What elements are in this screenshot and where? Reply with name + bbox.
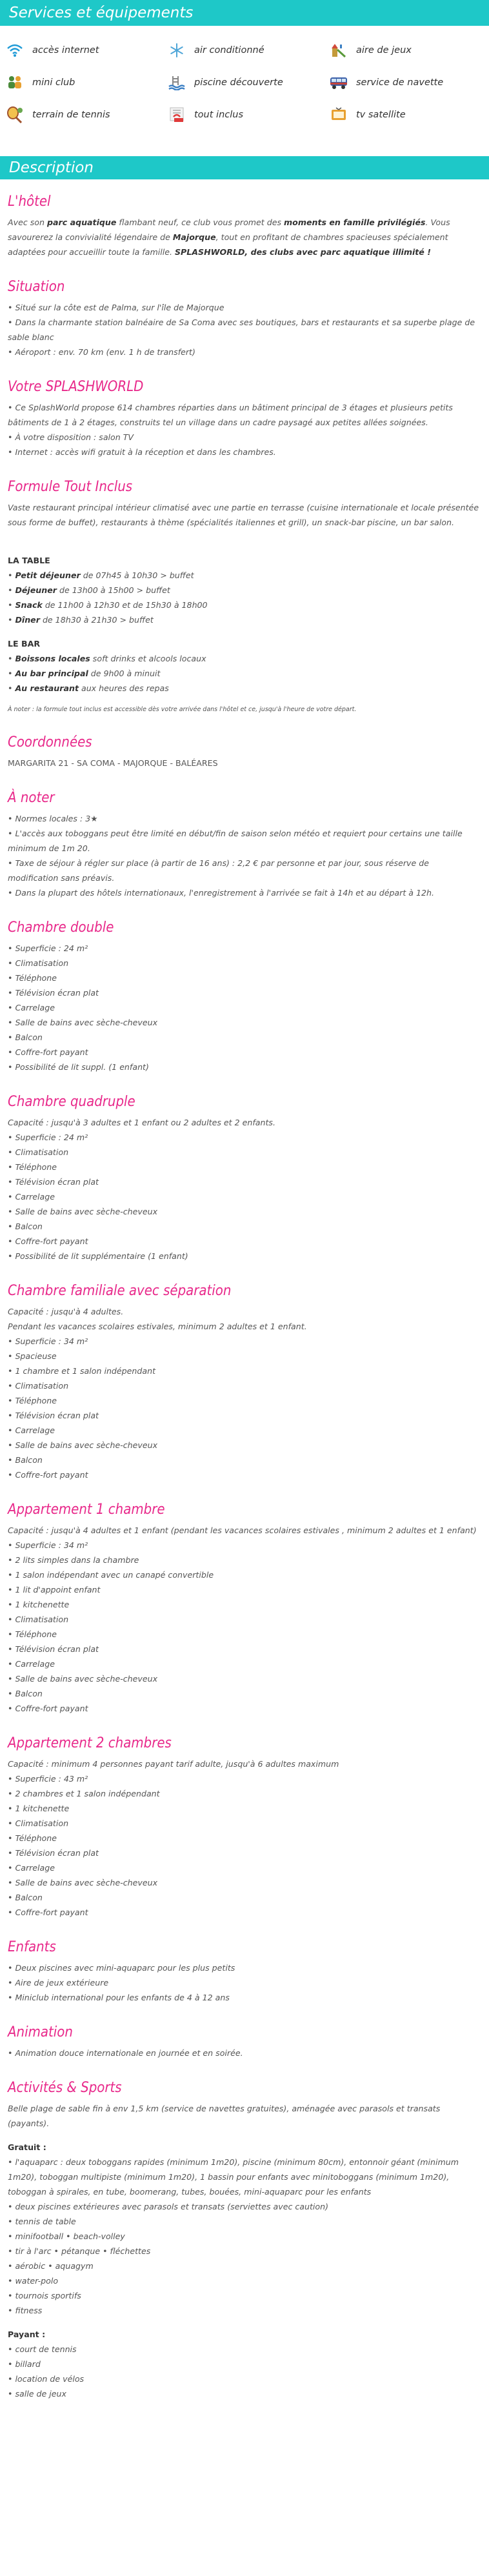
list-item: • salle de jeux (8, 2386, 481, 2401)
equipment-item (167, 70, 329, 96)
list-item: • location de vélos (8, 2371, 481, 2386)
list-item: • fitness (8, 2303, 481, 2318)
list-item: • Dîner de 18h30 à 21h30 > buffet (8, 612, 481, 627)
activites-intro: Belle plage de sable fin à env 1,5 km (service de navettes gratuites), aménagée avec parasols et transats (payants). (8, 2104, 441, 2128)
equipment-item (5, 37, 167, 63)
anoter-list (8, 811, 481, 900)
equipment-label: accès internet (32, 45, 99, 55)
chambre-quadruple-list (8, 1130, 481, 1263)
list-item: • 1 kitchenette (8, 1801, 481, 1816)
list-item: • Salle de bains avec sèche-cheveux (8, 1438, 481, 1453)
list-item: • Salle de bains avec sèche-cheveux (8, 1204, 481, 1219)
tv-icon (329, 105, 348, 125)
description-content (0, 194, 489, 2418)
list-item: • Miniclub international pour les enfants de 4 à 12 ans (8, 1990, 481, 2005)
list-item: • Superficie : 34 m² (8, 1538, 481, 1553)
pool-icon (167, 73, 186, 92)
anoter-title: À noter (8, 790, 55, 806)
formule-text: Vaste restaurant principal intérieur climatisé avec une partie en terrasse (cuisine internationale et locale présentée sous forme de buffet), restaurants à thème (spécialités italiennes et grill), un snack-bar piscine, un bar salon. (8, 503, 479, 527)
list-item: • tennis de table (8, 2214, 481, 2229)
list-item: • Télévision écran plat (8, 1846, 481, 1860)
equipment-label: tout inclus (194, 110, 244, 120)
chambre-familiale-intro1: Capacité : jusqu'à 4 adultes. (8, 1307, 124, 1316)
splashworld-title: Votre SPLASHWORLD (8, 379, 144, 395)
list-item: • Superficie : 43 m² (8, 1771, 481, 1786)
situation-list (8, 300, 481, 359)
list-item: • Aéroport : env. 70 km (env. 1 h de transfert) (8, 345, 481, 359)
equipment-label: mini club (32, 77, 75, 88)
list-item: • Internet : accès wifi gratuit à la réception et dans les chambres. (8, 445, 481, 459)
list-item: • Taxe de séjour à régler sur place (à partir de 16 ans) : 2,2 € par personne et par jour, sous réserve de modification sans préavis. (8, 856, 481, 885)
list-item: • Téléphone (8, 1393, 481, 1408)
list-item: • Télévision écran plat (8, 1174, 481, 1189)
list-item: • Téléphone (8, 1627, 481, 1642)
list-item: • Carrelage (8, 1860, 481, 1875)
list-item: • Superficie : 24 m² (8, 941, 481, 956)
list-item: • 1 lit d'appoint enfant (8, 1582, 481, 1597)
animation-list (8, 2046, 481, 2060)
list-item: • Spacieuse (8, 1349, 481, 1363)
equipment-item (5, 70, 167, 96)
appartement1-title: Appartement 1 chambre (8, 1502, 165, 1518)
list-item: • L'accès aux toboggans peut être limité en début/fin de saison selon météo et requiert pour certains une taille minimum de 1m 20. (8, 826, 481, 856)
snowflake-icon (167, 41, 186, 60)
gratuit-list (8, 2155, 481, 2318)
list-item: • Possibilité de lit supplémentaire (1 enfant) (8, 1249, 481, 1263)
payant-list (8, 2342, 481, 2401)
list-item: • deux piscines extérieures avec parasols et transats (serviettes avec caution) (8, 2199, 481, 2214)
list-item: • Coffre-fort payant (8, 1701, 481, 1716)
list-item: • Au restaurant aux heures des repas (8, 681, 481, 696)
mini-club-icon (5, 73, 25, 92)
list-item: • Carrelage (8, 1189, 481, 1204)
animation-title: Animation (8, 2024, 73, 2040)
services-header: Services et équipements (0, 0, 489, 26)
payant-heading: Payant : (8, 2329, 46, 2339)
formule-title: Formule Tout Inclus (8, 479, 133, 495)
list-item: • Au bar principal de 9h00 à minuit (8, 666, 481, 681)
list-item: • 1 salon indépendant avec un canapé convertible (8, 1567, 481, 1582)
list-item: • Climatisation (8, 1378, 481, 1393)
hotel-title: L'hôtel (8, 194, 51, 210)
list-item: • Téléphone (8, 1160, 481, 1174)
list-item: • Climatisation (8, 1816, 481, 1831)
list-item: • À votre disposition : salon TV (8, 430, 481, 445)
list-item: • Balcon (8, 1219, 481, 1234)
wifi-icon (5, 41, 25, 60)
appartement2-list (8, 1771, 481, 1920)
list-item: • Balcon (8, 1890, 481, 1905)
list-item: • Télévision écran plat (8, 1642, 481, 1656)
address: MARGARITA 21 - SA COMA - MAJORQUE - BALÉARES (8, 758, 218, 768)
list-item: • tir à l'arc • pétanque • fléchettes (8, 2244, 481, 2259)
list-item: • Ce SplashWorld propose 614 chambres réparties dans un bâtiment principal de 3 étages et plusieurs petits bâtiments de 1 à 2 étages, construits tel un village dans un cadre paysagé aux petites allées soignées. (8, 400, 481, 430)
list-item: • Aire de jeux extérieure (8, 1975, 481, 1990)
splashworld-list (8, 400, 481, 459)
list-item: • Boissons locales soft drinks et alcools locaux (8, 651, 481, 666)
list-item: • Petit déjeuner de 07h45 à 10h30 > buffet (8, 568, 481, 583)
list-item: • Coffre-fort payant (8, 1905, 481, 1920)
coordonnees-title: Coordonnées (8, 734, 92, 750)
table-heading: LA TABLE (8, 556, 50, 565)
list-item: • Climatisation (8, 956, 481, 971)
equipment-label: tv satellite (356, 110, 406, 120)
chambre-double-list (8, 941, 481, 1074)
list-item: • Superficie : 34 m² (8, 1334, 481, 1349)
equipment-item (167, 102, 329, 128)
equipment-item (329, 70, 489, 96)
hotel-text: Avec son parc aquatique flambant neuf, ce club vous promet des moments en famille privilégiés. Vous savourerez la convivialité légendaire de Majorque, tout en profitant de chambres spacieuses spécialement adaptées pour accueillir toute la famille. SPLASHWORLD, des clubs avec parc aquatique illimité ! (8, 217, 450, 257)
list-item: • Salle de bains avec sèche-cheveux (8, 1671, 481, 1686)
list-item: • Climatisation (8, 1612, 481, 1627)
equipment-label: air conditionné (194, 45, 264, 55)
list-item: • Coffre-fort payant (8, 1467, 481, 1482)
equipment-item (167, 37, 329, 63)
equipment-item (329, 37, 489, 63)
list-item: • Déjeuner de 13h00 à 15h00 > buffet (8, 583, 481, 598)
table-list (8, 568, 481, 627)
list-item: • water-polo (8, 2273, 481, 2288)
list-item: • Coffre-fort payant (8, 1234, 481, 1249)
list-item: • Normes locales : 3★ (8, 811, 481, 826)
equipment-item (5, 102, 167, 128)
list-item: • Téléphone (8, 971, 481, 985)
formule-note: À noter : la formule tout inclus est accessible dès votre arrivée dans l'hôtel et ce, jusqu'à l'heure de votre départ. (8, 706, 357, 713)
list-item: • billard (8, 2357, 481, 2371)
list-item: • Animation douce internationale en journée et en soirée. (8, 2046, 481, 2060)
list-item: • Télévision écran plat (8, 1408, 481, 1423)
enfants-list (8, 1960, 481, 2005)
equipment-item (329, 102, 489, 128)
list-item: • Coffre-fort payant (8, 1045, 481, 1060)
all-inclusive-icon (167, 105, 186, 125)
playground-icon (329, 41, 348, 60)
list-item: • Snack de 11h00 à 12h30 et de 15h30 à 18h00 (8, 598, 481, 612)
appartement2-intro: Capacité : minimum 4 personnes payant tarif adulte, jusqu'à 6 adultes maximum (8, 1759, 339, 1769)
chambre-quadruple-title: Chambre quadruple (8, 1094, 135, 1110)
equipment-label: service de navette (356, 77, 444, 88)
tennis-icon (5, 105, 25, 125)
activites-title: Activités & Sports (8, 2080, 122, 2096)
chambre-double-title: Chambre double (8, 920, 114, 936)
list-item: • Possibilité de lit suppl. (1 enfant) (8, 1060, 481, 1074)
list-item: • Carrelage (8, 1000, 481, 1015)
list-item: • 1 chambre et 1 salon indépendant (8, 1363, 481, 1378)
chambre-familiale-intro2: Pendant les vacances scolaires estivales, minimum 2 adultes et 1 enfant. (8, 1322, 307, 1331)
appartement1-list (8, 1538, 481, 1716)
equipment-grid (0, 26, 489, 128)
shuttle-icon (329, 73, 348, 92)
list-item: • Carrelage (8, 1656, 481, 1671)
list-item: • Salle de bains avec sèche-cheveux (8, 1015, 481, 1030)
list-item: • tournois sportifs (8, 2288, 481, 2303)
list-item: • Télévision écran plat (8, 985, 481, 1000)
list-item: • Dans la charmante station balnéaire de Sa Coma avec ses boutiques, bars et restaurants et sa superbe plage de sable blanc (8, 315, 481, 345)
chambre-familiale-list (8, 1334, 481, 1482)
list-item: • l'aquaparc : deux toboggans rapides (minimum 1m20), piscine (minimum 80cm), entonnoir géant (minimum 1m20), toboggan multipiste (minimum 1m20), 1 bassin pour enfants avec minitoboggans (minimum 1m20), toboggan à spirales, en tube, boomerang, tubes, bouées, mini-aquaparc pour les enfants (8, 2155, 481, 2199)
list-item: • minifootball • beach-volley (8, 2229, 481, 2244)
equipment-label: piscine découverte (194, 77, 283, 88)
list-item: • Superficie : 24 m² (8, 1130, 481, 1145)
situation-title: Situation (8, 279, 65, 295)
chambre-familiale-title: Chambre familiale avec séparation (8, 1283, 232, 1299)
list-item: • 2 chambres et 1 salon indépendant (8, 1786, 481, 1801)
appartement1-intro: Capacité : jusqu'à 4 adultes et 1 enfant (pendant les vacances scolaires estivales , minimum 2 adultes et 1 enfant) (8, 1525, 477, 1535)
list-item: • Salle de bains avec sèche-cheveux (8, 1875, 481, 1890)
list-item: • Situé sur la côte est de Palma, sur l'île de Majorque (8, 300, 481, 315)
list-item: • aérobic • aquagym (8, 2259, 481, 2273)
bar-list (8, 651, 481, 696)
list-item: • Balcon (8, 1030, 481, 1045)
enfants-title: Enfants (8, 1939, 56, 1955)
list-item: • court de tennis (8, 2342, 481, 2357)
list-item: • 2 lits simples dans la chambre (8, 1553, 481, 1567)
list-item: • Balcon (8, 1686, 481, 1701)
list-item: • 1 kitchenette (8, 1597, 481, 1612)
appartement2-title: Appartement 2 chambres (8, 1735, 172, 1751)
description-header: Description (0, 156, 489, 179)
list-item: • Carrelage (8, 1423, 481, 1438)
gratuit-heading: Gratuit : (8, 2142, 46, 2152)
bar-heading: LE BAR (8, 639, 41, 649)
chambre-quadruple-intro: Capacité : jusqu'à 3 adultes et 1 enfant ou 2 adultes et 2 enfants. (8, 1118, 275, 1127)
list-item: • Deux piscines avec mini-aquaparc pour les plus petits (8, 1960, 481, 1975)
list-item: • Climatisation (8, 1145, 481, 1160)
list-item: • Téléphone (8, 1831, 481, 1846)
equipment-label: terrain de tennis (32, 110, 110, 120)
equipment-label: aire de jeux (356, 45, 412, 55)
list-item: • Balcon (8, 1453, 481, 1467)
list-item: • Dans la plupart des hôtels internationaux, l'enregistrement à l'arrivée se fait à 14h et au départ à 12h. (8, 885, 481, 900)
